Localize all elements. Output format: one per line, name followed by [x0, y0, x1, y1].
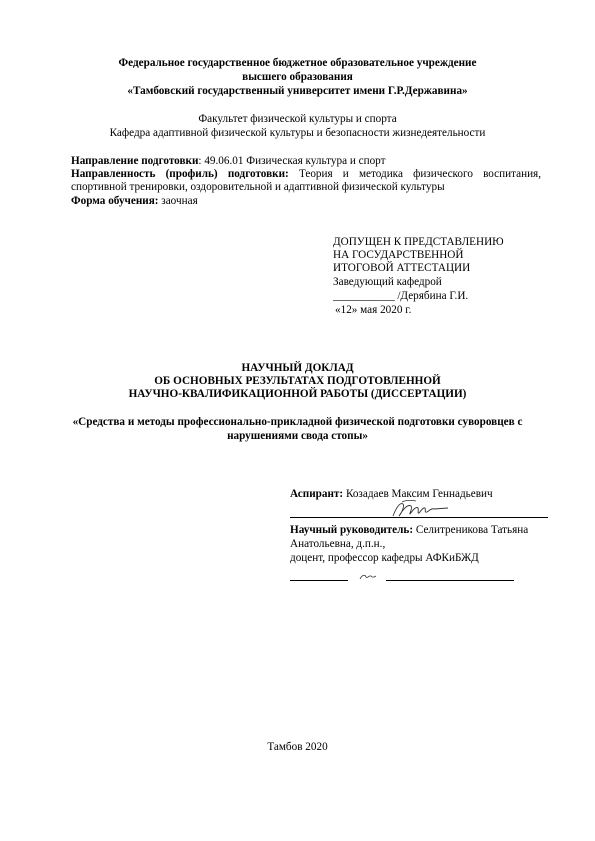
- form-value: заочная: [158, 194, 198, 207]
- aspirant-signature-icon: [390, 498, 452, 522]
- supervisor-line-3: доцент, профессор кафедры АФКиБЖД: [290, 552, 479, 564]
- approval-line-3: ИТОГОВОЙ АТТЕСТАЦИИ: [333, 262, 471, 274]
- profile-row: [71, 168, 541, 181]
- direction-label: Направление подготовки: [71, 155, 199, 167]
- form-row: [71, 195, 541, 208]
- approval-head-signature: ___________ /Дерябина Г.И.: [333, 290, 469, 302]
- approval-line-1: ДОПУЩЕН К ПРЕДСТАВЛЕНИЮ: [333, 236, 504, 248]
- report-topic-2: нарушениями свода стопы»: [227, 430, 368, 442]
- report-title-2: ОБ ОСНОВНЫХ РЕЗУЛЬТАТАХ ПОДГОТОВЛЕННОЙ: [154, 375, 441, 387]
- supervisor-row: [290, 524, 528, 537]
- approval-date: «12» мая 2020 г.: [335, 304, 412, 316]
- report-title-3: НАУЧНО-КВАЛИФИКАЦИОННОЙ РАБОТЫ (ДИССЕРТАЦИИ): [128, 388, 467, 400]
- aspirant-label: Аспирант:: [290, 488, 344, 500]
- institution-line-2: высшего образования: [242, 71, 353, 83]
- profile-value-line-1: Теория и методика физического воспитания,: [288, 168, 542, 181]
- supervisor-signature-line-right: [386, 580, 514, 581]
- report-title-1: НАУЧНЫЙ ДОКЛАД: [241, 362, 354, 374]
- profile-value-line-2: спортивной тренировки, оздоровительной и адаптивной физической культуры: [71, 181, 445, 194]
- supervisor-line-1: Селитреникова Татьяна: [413, 524, 529, 536]
- profile-label: Направленность (профиль) подготовки:: [71, 168, 289, 181]
- aspirant-name: Козадаев Максим Геннадьевич: [343, 488, 493, 500]
- direction-row: [71, 155, 541, 168]
- supervisor-signature-icon: [358, 570, 378, 584]
- program-info: [71, 155, 541, 208]
- report-topic-1: «Средства и методы профессионально-прикладной физической подготовки суворовцев с: [72, 416, 523, 428]
- department-name: Кафедра адаптивной физической культуры и безопасности жизнедеятельности: [109, 127, 486, 139]
- faculty-name: Факультет физической культуры и спорта: [198, 113, 397, 125]
- approval-head-title: Заведующий кафедрой: [333, 276, 442, 288]
- approval-line-2: НА ГОСУДАРСТВЕННОЙ: [333, 249, 464, 261]
- supervisor-label: Научный руководитель:: [290, 524, 414, 536]
- city-year: Тамбов 2020: [267, 741, 328, 753]
- form-label: Форма обучения:: [71, 194, 159, 207]
- direction-value: : 49.06.01 Физическая культура и спорт: [198, 155, 386, 167]
- supervisor-signature-line-left: [290, 580, 348, 581]
- supervisor-line-2: Анатольевна, д.п.н.,: [290, 538, 386, 550]
- institution-line-1: Федеральное государственное бюджетное образовательное учреждение: [118, 57, 477, 69]
- institution-line-3: «Тамбовский государственный университет имени Г.Р.Державина»: [127, 85, 468, 97]
